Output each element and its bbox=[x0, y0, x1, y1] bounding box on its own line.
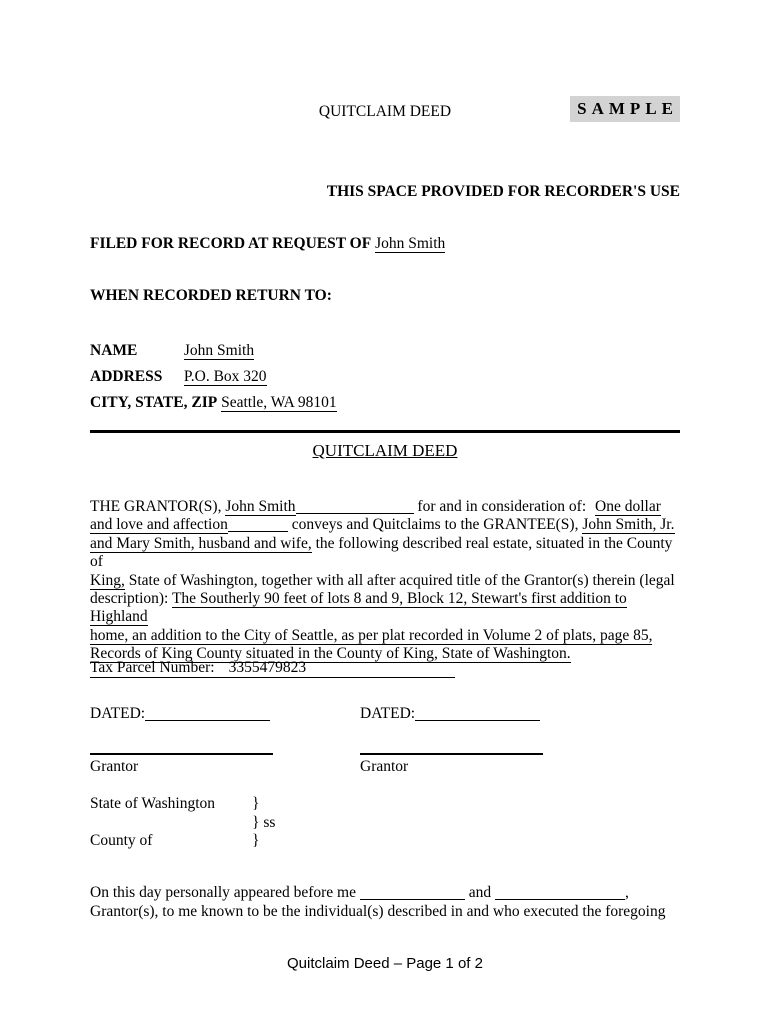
document-header bbox=[90, 100, 680, 132]
conveys-text: conveys and Quitclaims to the GRANTEE(S), bbox=[291, 516, 579, 534]
state-text: State of Washington, together with all after acquired title of the Grantor(s) therein (legal bbox=[128, 571, 675, 589]
grantor-signature-label-1: Grantor bbox=[90, 758, 139, 775]
grant-line-1 bbox=[90, 498, 680, 516]
city-state-zip-row bbox=[90, 390, 680, 416]
tax-parcel-value[interactable]: 3355479823 bbox=[228, 659, 307, 676]
dated-blank-1[interactable] bbox=[145, 706, 270, 721]
notary-spacer bbox=[90, 814, 252, 833]
dated-field-2 bbox=[360, 705, 630, 723]
description-lead: description): bbox=[90, 590, 169, 608]
city-state-zip-value[interactable]: Seattle, WA 98101 bbox=[221, 394, 337, 411]
notary-ss-row bbox=[90, 814, 680, 833]
notary-county-text: County of bbox=[90, 832, 153, 849]
grantor-signature-label-2: Grantor bbox=[360, 758, 409, 775]
signature-line-2[interactable] bbox=[360, 753, 543, 755]
grant-paragraph bbox=[90, 498, 680, 664]
return-to-label: WHEN RECORDED RETURN TO: bbox=[90, 287, 332, 304]
dated-blank-2[interactable] bbox=[415, 706, 540, 721]
notary-brace-2: } bbox=[252, 832, 260, 849]
grant-line-3 bbox=[90, 535, 680, 572]
realestate-text: the following described real estate, situated in the County of bbox=[90, 534, 673, 571]
recorder-use-notice: THIS SPACE PROVIDED FOR RECORDER'S USE bbox=[326, 183, 680, 200]
sample-stamp: SAMPLE bbox=[570, 96, 680, 122]
recipient-block bbox=[90, 338, 680, 416]
notary-ss-text: } ss bbox=[252, 813, 276, 831]
acknowledgment-line-2: Grantor(s), to me known to be the individual(s) described in and who executed the foregoing bbox=[90, 902, 666, 920]
signature-field-1 bbox=[90, 753, 360, 776]
grantor-name-value[interactable]: John Smith bbox=[225, 498, 296, 515]
grantee-value-2[interactable]: and Mary Smith, husband and wife, bbox=[90, 534, 312, 552]
legal-description-3[interactable]: Records of King County situated in the County of King, State of Washington. bbox=[90, 645, 571, 663]
appeared-name-blank-2[interactable] bbox=[495, 885, 625, 900]
notary-state-row bbox=[90, 795, 680, 814]
deed-heading-row bbox=[90, 441, 680, 461]
deed-heading: QUITCLAIM DEED bbox=[312, 441, 458, 460]
notary-block bbox=[90, 795, 680, 851]
notary-state-text: State of Washington bbox=[90, 795, 216, 812]
acknowledgment-line-1 bbox=[90, 884, 680, 903]
dated-field-1 bbox=[90, 705, 360, 723]
county-value[interactable]: King, bbox=[90, 571, 125, 589]
grant-line-4 bbox=[90, 572, 680, 590]
name-label: NAME bbox=[90, 342, 138, 359]
consideration-value-1[interactable]: One dollar bbox=[595, 498, 661, 515]
tax-parcel-row bbox=[90, 659, 680, 678]
document-title: QUITCLAIM DEED bbox=[318, 103, 452, 120]
grantee-value-1[interactable]: John Smith, Jr. bbox=[582, 516, 675, 534]
signature-field-2 bbox=[360, 753, 630, 776]
ack-text-b: and bbox=[468, 884, 492, 901]
city-state-zip-label: CITY, STATE, ZIP bbox=[90, 394, 218, 411]
dated-label-1: DATED: bbox=[90, 705, 146, 722]
section-divider-rule bbox=[90, 430, 680, 433]
notary-brace-1: } bbox=[252, 795, 260, 812]
tax-parcel-label: Tax Parcel Number: bbox=[90, 659, 215, 676]
grantor-name-blank[interactable] bbox=[296, 499, 414, 514]
dated-label-2: DATED: bbox=[360, 705, 416, 722]
page-footer: Quitclaim Deed – Page 1 of 2 bbox=[287, 955, 483, 972]
consideration-lead: for and in consideration of: bbox=[417, 498, 587, 515]
dated-row bbox=[90, 705, 680, 723]
legal-description-2[interactable]: home, an addition to the City of Seattle, as per plat recorded in Volume 2 of plats, page 85, bbox=[90, 626, 653, 644]
ack-text-c: , bbox=[625, 884, 629, 901]
name-row bbox=[90, 338, 680, 364]
grant-line-2 bbox=[90, 516, 680, 534]
address-row bbox=[90, 364, 680, 390]
consideration-value-2[interactable]: and love and affection bbox=[90, 516, 228, 534]
address-label: ADDRESS bbox=[90, 368, 163, 385]
tax-parcel-field[interactable] bbox=[90, 659, 455, 678]
legal-description-1[interactable]: The Southerly 90 feet of lots 8 and 9, Block 12, Stewart's first addition to Highland bbox=[90, 590, 627, 626]
name-value[interactable]: John Smith bbox=[183, 342, 255, 359]
signature-line-1[interactable] bbox=[90, 753, 273, 755]
ack-text-a: On this day personally appeared before me bbox=[90, 884, 356, 901]
acknowledgment-block bbox=[90, 884, 680, 921]
grant-line-5 bbox=[90, 590, 680, 627]
consideration-blank[interactable] bbox=[228, 517, 288, 532]
filed-for-record-line bbox=[90, 235, 680, 253]
appeared-name-blank-1[interactable] bbox=[360, 885, 465, 900]
notary-county-row bbox=[90, 832, 680, 851]
signature-row bbox=[90, 753, 680, 776]
address-value[interactable]: P.O. Box 320 bbox=[183, 368, 267, 385]
grant-line-6 bbox=[90, 627, 680, 645]
filed-for-record-label: FILED FOR RECORD AT REQUEST OF bbox=[90, 235, 372, 252]
filed-for-record-value[interactable]: John Smith bbox=[375, 235, 446, 252]
grant-intro: THE GRANTOR(S), bbox=[90, 498, 222, 515]
